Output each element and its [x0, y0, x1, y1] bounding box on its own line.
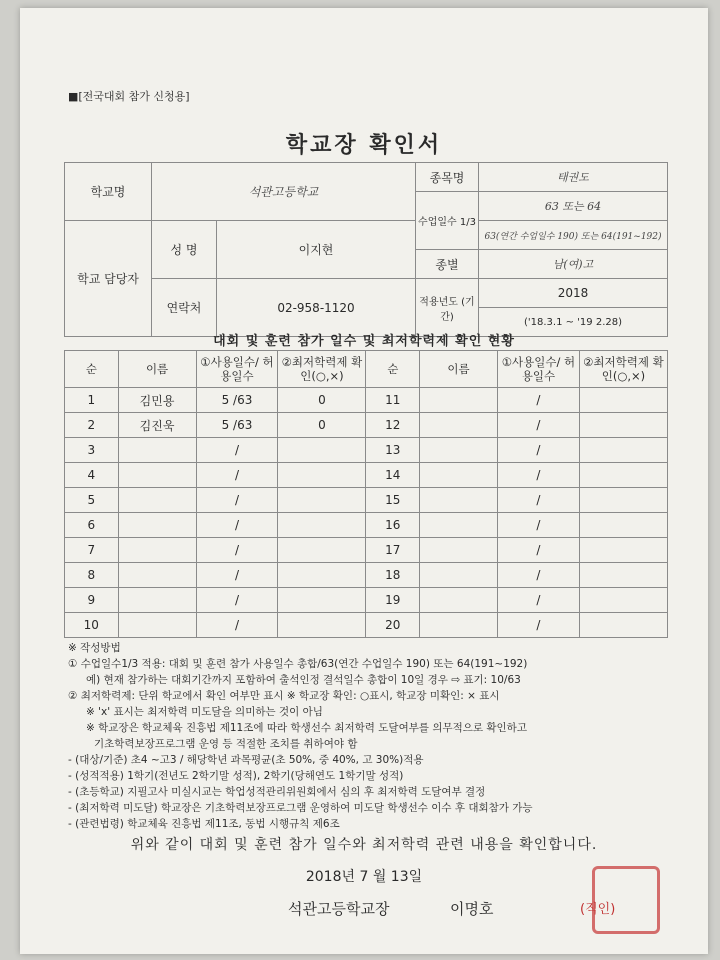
table-cell-check: 0 [278, 413, 366, 438]
table-cell-no: 3 [65, 438, 119, 463]
instructions [68, 640, 688, 832]
table-cell-check [278, 538, 366, 563]
table-cell-check2 [579, 463, 667, 488]
col-header-name: 이름 [118, 351, 196, 388]
table-cell-check [278, 438, 366, 463]
table-cell-no2: 11 [366, 388, 420, 413]
table-cell-days: / [196, 588, 278, 613]
table-row [65, 588, 668, 613]
table-cell-name: 김민용 [118, 388, 196, 413]
table-cell-name [118, 563, 196, 588]
table-cell-days2: / [497, 388, 579, 413]
days-value2: 63(연간 수업일수 190) 또는 64(191~192) [479, 221, 668, 250]
table-cell-no2: 19 [366, 588, 420, 613]
contact-label: 연락처 [152, 279, 217, 337]
event-label: 종목명 [416, 163, 479, 192]
table-cell-name2 [420, 588, 498, 613]
note-line: - (초등학교) 지필고사 미실시교는 학업성적관리위원회에서 심의 후 최저학력 도달여부 결정 [68, 786, 486, 798]
table-cell-days: 5 /63 [196, 388, 278, 413]
table-row [65, 413, 668, 438]
table-cell-no2: 20 [366, 613, 420, 638]
note-line: 기초학력보장프로그램 운영 등 적절한 조치를 취하여야 함 [94, 738, 358, 750]
table-cell-no: 8 [65, 563, 119, 588]
table-cell-days2: / [497, 488, 579, 513]
col-header-no: 순 [366, 351, 420, 388]
table-cell-days2: / [497, 463, 579, 488]
form-tag: ■[전국대회 참가 신청용] [68, 90, 190, 103]
event-value: 태권도 [479, 163, 668, 192]
table-row [65, 463, 668, 488]
table-cell-days2: / [497, 588, 579, 613]
table-cell-days: / [196, 613, 278, 638]
note-line: - (대상/기준) 초4 ~고3 / 해당학년 과목평균(초 50%, 중 40%, 고 30%)적용 [68, 754, 424, 766]
table-cell-days2: / [497, 613, 579, 638]
col-header-days: ①사용일수/ 허용일수 [196, 351, 278, 388]
table-cell-name [118, 463, 196, 488]
days-value1: 63 또는 64 [479, 192, 668, 221]
table-cell-days: / [196, 438, 278, 463]
participation-table [64, 350, 668, 638]
table-cell-check2 [579, 563, 667, 588]
table-row [65, 438, 668, 463]
table-cell-name2 [420, 513, 498, 538]
year-value: 2018 [479, 279, 668, 308]
table-cell-name [118, 613, 196, 638]
principal-title: 석관고등학교장 [288, 900, 390, 918]
name-label: 성 명 [152, 221, 217, 279]
gender-label: 종별 [416, 250, 479, 279]
period-value: ('18.3.1 ~ '19 2.28) [479, 308, 668, 337]
table-cell-no: 9 [65, 588, 119, 613]
table-cell-no: 5 [65, 488, 119, 513]
table-cell-days2: / [497, 563, 579, 588]
table-cell-name [118, 438, 196, 463]
table-cell-no: 2 [65, 413, 119, 438]
table-cell-name2 [420, 613, 498, 638]
contact-value: 02-958-1120 [217, 279, 416, 337]
table-cell-check: 0 [278, 388, 366, 413]
table-cell-check2 [579, 613, 667, 638]
note-line: ※ 'x' 표시는 최저학력 미도달을 의미하는 것이 아님 [86, 706, 323, 718]
table-cell-no2: 13 [366, 438, 420, 463]
manager-label: 학교 담당자 [65, 221, 152, 337]
table-cell-days: / [196, 513, 278, 538]
table-row [65, 488, 668, 513]
gender-value: 남(여)고 [479, 250, 668, 279]
note-line: ① 수업일수1/3 적용: 대회 및 훈련 참가 사용일수 총합/63(연간 수업일수 190) 또는 64(191~192) [68, 658, 528, 670]
table-cell-check2 [579, 488, 667, 513]
table-cell-days: / [196, 538, 278, 563]
confirm-statement: 위와 같이 대회 및 훈련 참가 일수와 최저학력 관련 내용을 확인합니다. [130, 837, 598, 853]
table-cell-check [278, 613, 366, 638]
note-line: - (관련법령) 학교체육 진흥법 제11조, 동법 시행규칙 제6조 [68, 818, 340, 830]
table-cell-check2 [579, 438, 667, 463]
note-line: - (성적적용) 1학기(전년도 2학기말 성적), 2학기(당해연도 1학기말 성적) [68, 770, 404, 782]
school-label: 학교명 [65, 163, 152, 221]
table-cell-name2 [420, 563, 498, 588]
section-title: 대회 및 훈련 참가 일수 및 최저학력제 확인 현황 [213, 334, 515, 349]
col-header-check: ②최저학력제 확인(○,×) [579, 351, 667, 388]
table-cell-days: / [196, 488, 278, 513]
info-table [64, 162, 668, 337]
note-line: ② 최저학력제: 단위 학교에서 확인 여부만 표시 ※ 학교장 확인: ○표시, 학교장 미확인: × 표시 [68, 690, 500, 702]
school-name: 석관고등학교 [152, 163, 416, 221]
table-cell-days2: / [497, 538, 579, 563]
principal-name: 이명호 [450, 900, 494, 918]
table-cell-days: / [196, 463, 278, 488]
table-cell-name2 [420, 463, 498, 488]
table-cell-no: 7 [65, 538, 119, 563]
table-cell-name2 [420, 438, 498, 463]
table-cell-check [278, 588, 366, 613]
table-cell-days2: / [497, 413, 579, 438]
table-cell-no2: 12 [366, 413, 420, 438]
year-label: 적용년도 (기간) [416, 279, 479, 337]
table-cell-days: / [196, 563, 278, 588]
days-label: 수업일수 1/3 [416, 192, 479, 250]
table-cell-no2: 16 [366, 513, 420, 538]
table-cell-no: 6 [65, 513, 119, 538]
table-cell-no2: 18 [366, 563, 420, 588]
table-cell-check2 [579, 413, 667, 438]
table-cell-name [118, 588, 196, 613]
table-cell-name2 [420, 388, 498, 413]
table-cell-check [278, 563, 366, 588]
table-cell-days2: / [497, 438, 579, 463]
table-cell-no2: 14 [366, 463, 420, 488]
page-title: 학교장 확인서 [285, 133, 443, 158]
table-cell-name [118, 538, 196, 563]
col-header-check: ②최저학력제 확인(○,×) [278, 351, 366, 388]
document-page [20, 8, 708, 954]
note-line: 예) 현재 참가하는 대회기간까지 포함하여 출석인정 결석일수 총합이 10일 경우 ⇨ 표기: 10/63 [86, 674, 521, 686]
note-line: ※ 작성방법 [68, 642, 121, 654]
table-row [65, 613, 668, 638]
table-cell-check2 [579, 588, 667, 613]
table-cell-check2 [579, 388, 667, 413]
table-cell-no: 4 [65, 463, 119, 488]
signature-date: 2018년 7 월 13일 [305, 869, 423, 885]
table-cell-days: 5 /63 [196, 413, 278, 438]
table-cell-name2 [420, 413, 498, 438]
name-value: 이지현 [217, 221, 416, 279]
note-line: ※ 학교장은 학교체육 진흥법 제11조에 따라 학생선수 최저학력 도달여부를 의무적으로 확인하고 [86, 722, 527, 734]
table-cell-check2 [579, 513, 667, 538]
table-cell-no: 1 [65, 388, 119, 413]
col-header-days: ①사용일수/ 허용일수 [497, 351, 579, 388]
table-cell-check [278, 463, 366, 488]
seal-label: (직인) [580, 902, 616, 917]
table-cell-name [118, 513, 196, 538]
table-row [65, 538, 668, 563]
table-cell-days2: / [497, 513, 579, 538]
table-cell-check [278, 488, 366, 513]
table-cell-name2 [420, 538, 498, 563]
table-row [65, 513, 668, 538]
table-cell-name2 [420, 488, 498, 513]
table-cell-check [278, 513, 366, 538]
col-header-name: 이름 [420, 351, 498, 388]
table-row [65, 563, 668, 588]
table-cell-check2 [579, 538, 667, 563]
table-cell-no2: 15 [366, 488, 420, 513]
table-cell-name [118, 488, 196, 513]
note-line: - (최저학력 미도달) 학교장은 기초학력보장프로그램 운영하여 미도달 학생선수 이수 후 대회참가 가능 [68, 802, 533, 814]
table-row [65, 388, 668, 413]
table-cell-no: 10 [65, 613, 119, 638]
table-cell-name: 김진욱 [118, 413, 196, 438]
col-header-no: 순 [65, 351, 119, 388]
table-cell-no2: 17 [366, 538, 420, 563]
